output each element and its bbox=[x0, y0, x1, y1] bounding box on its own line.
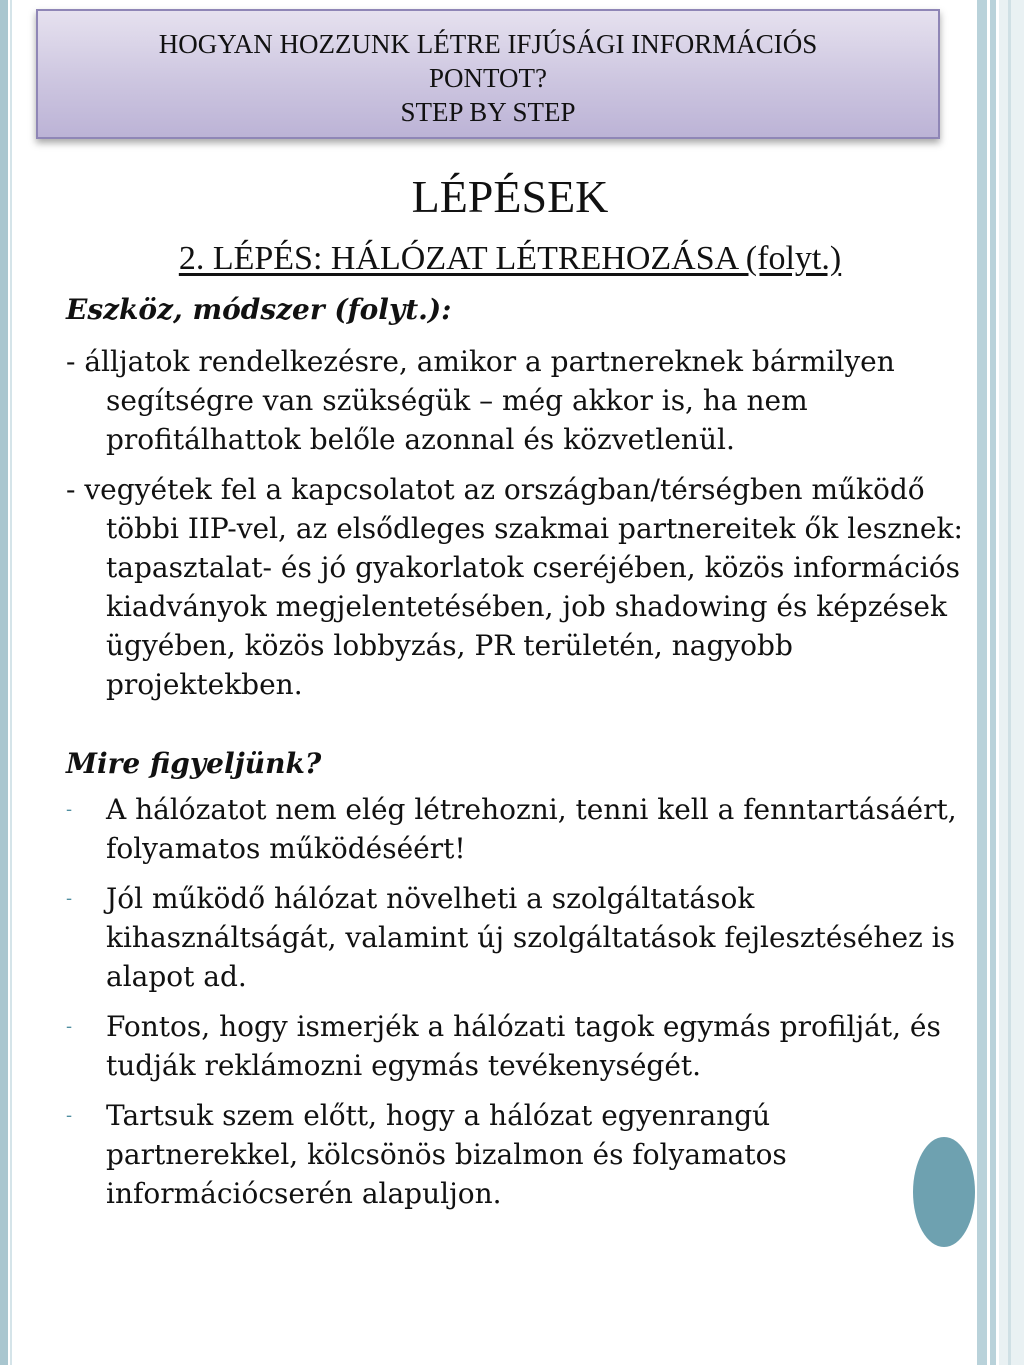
decorative-oval bbox=[913, 1137, 975, 1247]
slide-title-line-2: PONTOT? bbox=[429, 63, 547, 93]
left-border-stripe bbox=[0, 0, 8, 1365]
list-item-text: Tartsuk szem előtt, hogy a hálózat egyenrangú partnerekkel, kölcsönös bizalmon és folyamatos információcserén alapuljon. bbox=[106, 1099, 787, 1210]
list-item bbox=[66, 790, 966, 868]
bullet-dash-icon: - bbox=[66, 1016, 73, 1037]
right-border-stripe-3 bbox=[1008, 0, 1011, 1365]
left-border-thin-stripe bbox=[10, 0, 12, 1365]
list-item bbox=[66, 879, 966, 996]
paragraph: - álljatok rendelkezésre, amikor a partnereknek bármilyen segítségre van szükségük – még akkor is, ha nem profitálhattok belőle azonnal és közvetlenül. bbox=[66, 345, 895, 456]
list-item bbox=[66, 1096, 966, 1213]
slide-title-line-1: HOGYAN HOZZUNK LÉTRE IFJÚSÁGI INFORMÁCIÓS bbox=[158, 29, 818, 59]
slide-body bbox=[66, 290, 966, 1213]
section-label-attention: Mire figyeljünk? bbox=[66, 747, 322, 780]
slide-title-line-3: STEP BY STEP bbox=[400, 97, 576, 127]
right-border-panel bbox=[999, 0, 1024, 1365]
bullet-list bbox=[66, 790, 966, 1213]
section-label-tools: Eszköz, módszer (folyt.): bbox=[66, 293, 452, 326]
bullet-dash-icon: - bbox=[66, 888, 73, 909]
list-item-text: Fontos, hogy ismerjék a hálózati tagok egymás profilját, és tudják reklámozni egymás tevékenységét. bbox=[106, 1010, 941, 1082]
bullet-dash-icon: - bbox=[66, 1105, 73, 1126]
right-border-stripe-2 bbox=[990, 0, 996, 1365]
paragraph: - vegyétek fel a kapcsolatot az országban/térségben működő többi IIP-vel, az elsődleges szakmai partnereitek ők lesznek: tapasztalat- és jó gyakorlatok cseréjében, közös információs kiadványok megjelentetésében, job shadowing és képzések ügyében, közös lobbyzás, PR területén, nagyobb projektekben. bbox=[66, 473, 963, 701]
list-item bbox=[66, 1007, 966, 1085]
slide-title-box bbox=[36, 9, 940, 139]
list-item-text: Jól működő hálózat növelheti a szolgáltatások kihasználtságát, valamint új szolgáltatások fejlesztéséhez is alapot ad. bbox=[106, 882, 955, 993]
section-heading: LÉPÉSEK bbox=[411, 171, 609, 222]
subheading-text: 2. LÉPÉS: HÁLÓZAT LÉTREHOZÁSA (folyt.) bbox=[178, 240, 842, 277]
section-subheading bbox=[30, 237, 990, 281]
bullet-dash-icon: - bbox=[66, 799, 73, 820]
list-item-text: A hálózatot nem elég létrehozni, tenni kell a fenntartásáért, folyamatos működéséért! bbox=[106, 793, 957, 865]
